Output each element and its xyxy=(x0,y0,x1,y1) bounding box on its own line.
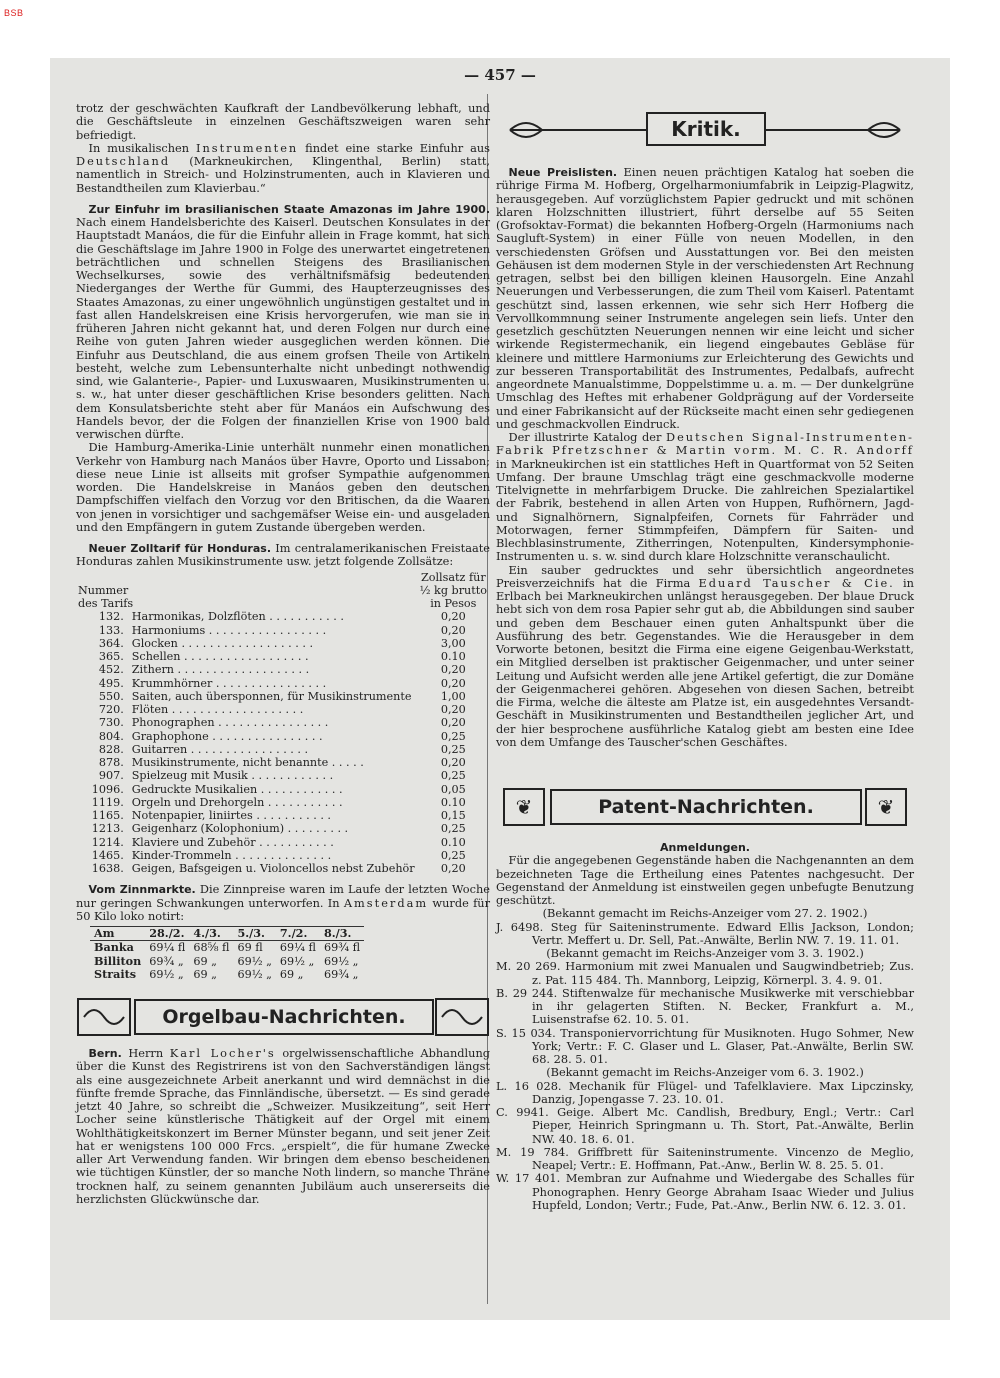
tariff-rate: 0.10 xyxy=(440,835,466,849)
tin-table-header: 7./2. xyxy=(276,927,320,941)
section-heading-kritik: Kritik. xyxy=(646,112,766,146)
tariff-row xyxy=(76,836,490,849)
tariff-number: 1165. xyxy=(91,809,124,822)
tariff-rate: 0,20 xyxy=(440,862,466,875)
tariff-header-pesos: in Pesos xyxy=(430,597,477,610)
tariff-description: Musikinstrumente, nicht benannte . . . . . xyxy=(131,756,364,769)
tariff-rate: 1,00 xyxy=(440,689,466,703)
tariff-row xyxy=(76,637,490,650)
paragraph-tauscher: Ein sauber gedrucktes und sehr übersichtlich angeordnetes Preisverzeichnifs hat die Firma Eduard Tauscher & Cie. in Erlbach bei Markneukirchen unlängst herausgegeben. Der blaue Druck hebt sich von dem rosa Papier sehr gut ab, die Abbildungen sind sauber und geben dem Beschauer einen guten Anhaltspunkt über die Ausführung des betr. Gegenstandes. Wie die Herausgeber in dem Vorworte betonen, besitzt die Firma eine eigene Geigenbau-Werkstatt, ein Mitglied derselben ist praktischer Geigenmacher, und unter seiner Leitung und Aufsicht werden alle jene Artikel gefertigt, die zur Domäne der Geigenmacherei gehören. Abgesehen von diesen Sachen, betreibt die Firma, welche die älteste am Platze ist, ein ausgedehntes Versandt-Geschäft in Musikinstrumenten und Bestandtheilen jeglicher Art, und der hier besprochene ausführliche Katalog giebt am besten eine Idee von dem Umfange des Tauscher'schen Geschäftes. xyxy=(496,562,914,749)
tin-grade: Banka xyxy=(94,940,134,955)
tariff-number: 878. xyxy=(98,756,124,769)
article-title: Neuer Zolltarif für Honduras. xyxy=(88,542,272,555)
tariff-row xyxy=(76,610,490,623)
tariff-description: Geigenharz (Kolophonium) . . . . . . . . . xyxy=(131,822,349,836)
tariff-number: 1214. xyxy=(91,835,124,849)
tariff-rate: 0.10 xyxy=(440,795,466,809)
library-watermark: BSB xyxy=(4,8,24,18)
tariff-description: Gedruckte Musikalien . . . . . . . . . . . . xyxy=(131,782,343,796)
tariff-description: Notenpapier, liniirtes . . . . . . . . . . . xyxy=(131,809,331,822)
article-bern: Bern. Herrn Karl Locher's orgelwissenschaftliche Abhandlung über die Kunst des Registrirens ist von den Sachverständigen längst als eine ausgezeichnete Arbeit anerkannt und wird demnächst in die fünfte fremde Sprache, das Finnländische, übersetzt. — Es sind gerade jetzt 40 Jahre, so schreibt die „Schweizer. Musikzeitung“, seit Herr Locher seine künstlerische Thätigkeit auf der Orgel mit einem Wohlthätigkeitskonzert im Berner Münster begann, und seit jener Zeit hat er wenigstens 100 000 Frcs. „erspielt“, die für humane Zwecke aller Art Verwendung fanden. Wir bringen dem ebenso bescheidenen wie tüchtigen Künstler, der so manche Noth lindern, so manche Thräne trocknen half, zu seinem genannten Jubiläum auch unsererseits die herzlichsten Glückwünsche dar. xyxy=(76,1046,491,1206)
tin-price: 69¾ fl xyxy=(324,941,361,955)
tin-table-header: 5./3. xyxy=(233,927,275,941)
tin-price-table xyxy=(90,926,364,981)
svg-text:❦: ❦ xyxy=(877,795,895,819)
patent-list xyxy=(496,907,914,1212)
tariff-description: Harmonikas, Dolzflöten . . . . . . . . . . . xyxy=(131,610,344,624)
tariff-description: Guitarren . . . . . . . . . . . . . . . . . xyxy=(131,742,309,756)
tin-price: 69½ „ xyxy=(324,954,359,968)
tariff-number: 1119. xyxy=(91,795,124,809)
tariff-rate: 0,25 xyxy=(440,769,466,783)
tariff-number: 495. xyxy=(98,676,124,690)
article-title: Neue Preislisten. xyxy=(508,166,618,179)
patent-group-heading: (Bekannt gemacht im Reichs-Anzeiger vom 3. 3. 1902.) xyxy=(546,946,864,960)
tin-price: 68⅝ fl xyxy=(193,941,230,955)
tin-grade: Straits xyxy=(94,966,137,981)
tin-price: 69 „ xyxy=(193,954,217,968)
newspaper-page xyxy=(50,58,950,1320)
tariff-number: 1638. xyxy=(91,862,124,875)
tariff-rate: 0,20 xyxy=(440,716,466,730)
tin-price: 69½ „ xyxy=(237,967,272,981)
tariff-number: 452. xyxy=(98,663,124,677)
tin-price: 69¾ „ xyxy=(324,967,359,981)
left-column xyxy=(76,102,490,1206)
tariff-rate: 0,20 xyxy=(440,676,466,690)
patent-entry: B. 29 244. Stiftenwalze für mechanische Musikwerke mit verschiebbar in ihr gelagerten Stiften. N. Becker, Frankfurt a. M., Luisenstrafse 62. 10. 5. 01. xyxy=(496,985,914,1027)
tariff-row xyxy=(76,716,490,729)
tariff-row xyxy=(76,769,490,782)
tariff-row xyxy=(76,849,490,862)
tariff-description: Orgeln und Drehorgeln . . . . . . . . . . . xyxy=(131,795,343,809)
tin-table-header: 28./2. xyxy=(145,927,189,941)
tariff-description: Flöten . . . . . . . . . . . . . . . . . . . xyxy=(131,703,304,716)
tariff-number: 1465. xyxy=(91,848,124,862)
tin-table-row xyxy=(90,941,364,955)
tariff-description: Saiten, auch übersponnen, für Musikinstrumente xyxy=(131,689,412,703)
tariff-description: Zithern . . . . . . . . . . . . . . . . . . . xyxy=(131,663,310,677)
tariff-rate: 0,05 xyxy=(440,782,466,796)
tariff-number: 364. xyxy=(98,636,124,650)
tariff-number: 720. xyxy=(98,703,124,716)
tariff-number: 1213. xyxy=(91,822,124,836)
tariff-row xyxy=(76,743,490,756)
tariff-row xyxy=(76,730,490,743)
svg-text:❦: ❦ xyxy=(515,795,533,819)
tin-price: 69 „ xyxy=(279,967,304,981)
patent-group-heading: (Bekannt gemacht im Reichs-Anzeiger vom 6. 3. 1902.) xyxy=(546,1065,864,1080)
tariff-description: Geigen, Bafsgeigen u. Violoncellos nebst Zubehör xyxy=(131,862,415,875)
tin-grade: Billiton xyxy=(94,953,142,968)
tariff-header-nummer: Nummer xyxy=(78,583,129,597)
tariff-rate: 0,20 xyxy=(440,756,466,769)
article-amazonas: Zur Einfuhr im brasilianischen Staate Amazonas im Jahre 1900. Nach einem Handelsberichte des Kaiserl. Deutschen Konsulates in der Hauptstadt Manáos, die für die Einfuhr allein in Frage kommt, hat sich die Geschäftslage im Jahre 1900 in Folge des unerwartet eingetretenen beträchtlichen und schnellen Steigens des Brasilianischen Wechselkurses, sowie des verhältnifsmäfsig bedeutenden Niederganges der Werthe für Gummi, des Haupterzeugnisses des Staates Amazonas, zu einer ungewöhnlich ungünstigen gestaltet und in fast allen Handelskreisen eine Krisis hervorgerufen, wie man sie in früheren Jahren nicht gekannt hat, und deren Folgen nur durch eine Reihe von guten Jahren wieder ausgeglichen werden können. Die Einfuhr aus Deutschland, die aus einem grofsen Theile von Artikeln besteht, welche zum Lebensunterhalte nicht unbedingt nothwendig sind, wie Galanterie-, Papier- und Luxuswaaren, Musikinstrumenten u. s. w., hat unter dieser geschäftlichen Krise besonders gelitten. Nach dem Konsulatsberichte steht aber für Manáos ein Aufschwung des Handels bevor, der die Folgen der finanziellen Krise von 1900 bald verwischen dürfte. xyxy=(76,202,490,441)
tariff-row xyxy=(76,809,490,822)
tariff-rate: 0.10 xyxy=(440,650,466,663)
tin-price: 69 „ xyxy=(193,967,217,981)
tariff-description: Graphophone . . . . . . . . . . . . . . . . xyxy=(131,729,323,743)
tariff-rate: 0,25 xyxy=(440,742,466,756)
tariff-row xyxy=(76,703,490,716)
tariff-number: 365. xyxy=(98,650,124,663)
tariff-header-des-tarifs: des Tarifs xyxy=(78,597,134,610)
patent-entry: C. 9941. Geige. Albert Mc. Candlish, Bredbury, Engl.; Vertr.: Carl Pieper, Heinrich Springmann u. Th. Stort, Pat.-Anwälte, Berlin NW. 40. 18. 6. 01. xyxy=(496,1105,914,1146)
tariff-row xyxy=(76,756,490,769)
article-title: Bern. xyxy=(88,1047,122,1060)
tariff-description: Krummhörner . . . . . . . . . . . . . . . . xyxy=(131,676,327,690)
tin-table-header: 4./3. xyxy=(189,927,233,941)
tariff-row xyxy=(76,822,490,835)
tariff-header-zollsatz2: ½ kg brutto xyxy=(419,583,487,597)
tariff-number: 133. xyxy=(98,623,124,637)
tariff-row xyxy=(76,677,490,690)
tin-price: 69½ „ xyxy=(237,954,272,968)
section-heading-orgelbau: Orgelbau-Nachrichten. xyxy=(134,999,434,1035)
article-zinnmarkt: Vom Zinnmarkte. Die Zinnpreise waren im Laufe der letzten Woche nur geringen Schwankungen unterworfen. In Amsterdam wurde für 50 Kilo loko notirt: xyxy=(76,882,490,923)
tariff-row xyxy=(76,862,490,875)
paragraph-hamburg-amerika: Die Hamburg-Amerika-Linie unterhält nunmehr einen monatlichen Verkehr von Hamburg nach Manáos über Havre, Oporto und Lissabon; diese neue Linie ist allseits mit grofser Sympathie aufgenommen worden. Die Handelskreise in Manáos geben den deutschen Dampfschiffen vielfach den Vorzug vor den Britischen, da die Waaren von jenen in vorsichtiger und sachgemäfser Weise ein- und ausgeladen und den Empfängern in gutem Zustande übergeben werden. xyxy=(76,440,490,534)
tin-price: 69¾ „ xyxy=(149,954,184,968)
patent-entry: S. 15 034. Transponiervorrichtung für Musiknoten. Hugo Sohmer, New York; Vertr.: F. C. Glaser und L. Glaser, Pat.-Anwälte, Berlin SW. 68. 28. 5. 01. xyxy=(496,1025,914,1066)
patent-group-heading: (Bekannt gemacht im Reichs-Anzeiger vom 27. 2. 1902.) xyxy=(542,906,868,921)
tariff-rate: 0,25 xyxy=(440,822,466,836)
tariff-description: Glocken . . . . . . . . . . . . . . . . . . . xyxy=(131,636,314,650)
tariff-rate: 0,25 xyxy=(440,729,466,743)
paragraph-signal-instrumente: Der illustrirte Katalog der Deutschen Signal-Instrumenten-Fabrik Pfretzschner & Martin vorm. M. C. R. Andorff in Markneukirchen ist ein stattliches Heft in Quartformat von 52 Seiten Umfang. Der braune Umschlag trägt eine geschmackvolle moderne Titelvignette in mehrfarbigem Drucke. Die zahlreichen Spezialartikel der Fabrik, bestehend in allen Arten von Huppen, Rufhörnern, Jagd- und Signalhörnern, Signalpfeifen, Cornets für Fahrräder und Motorwagen, ferner Stimmpfeifen, Dämpfern für Saiten- und Blechblasinstrumente, Zitherringen, Notenpulten, Kindersymphonie-Instrumenten u. s. w. sind durch klare Holzschnitte veranschaulicht. xyxy=(496,430,914,564)
tariff-description: Phonographen . . . . . . . . . . . . . . . . xyxy=(131,716,329,730)
tariff-rate: 0,15 xyxy=(440,809,466,822)
subheading-anmeldungen: Anmeldungen. xyxy=(660,841,750,854)
tariff-rate: 0,20 xyxy=(440,663,466,677)
tariff-row xyxy=(76,650,490,663)
tariff-row xyxy=(76,783,490,796)
tin-price: 69 fl xyxy=(237,941,263,955)
tariff-rate: 0,20 xyxy=(440,623,466,637)
tariff-header-zollsatz1: Zollsatz für xyxy=(420,570,486,584)
tariff-header-nummer xyxy=(76,571,130,584)
paragraph-kaufkraft: trotz der geschwächten Kaufkraft der Landbevölkerung lebhaft, und die Geschäftsleute in einzelnen Geschäftszweigen waren sehr befriedigt. xyxy=(76,101,490,142)
patent-entry: W. 17 401. Membran zur Aufnahme und Wiedergabe des Schalles für Phonographen. Henry George Abraham Isaac Wieder und Julius Hupfeld, London; Vertr.; Fude, Pat.-Anw., Berlin NW. 6. 12. 3. 01. xyxy=(496,1171,914,1212)
tariff-description: Spielzeug mit Musik . . . . . . . . . . . . xyxy=(131,769,334,783)
tariff-number: 730. xyxy=(98,716,124,730)
tariff-row xyxy=(76,690,490,703)
tariff-rate: 3,00 xyxy=(440,636,466,650)
tariff-number: 828. xyxy=(98,742,124,756)
tariff-description: Harmoniums . . . . . . . . . . . . . . . . . xyxy=(131,623,327,637)
tariff-description: Schellen . . . . . . . . . . . . . . . . . . xyxy=(131,650,309,663)
tariff-row xyxy=(76,624,490,637)
patent-entry: M. 20 269. Harmonium mit zwei Manualen und Saugwindbetrieb; Zus. z. Pat. 115 484. Th. Mannborg, Leipzig, Körnerpl. 3. 4. 9. 01. xyxy=(496,959,914,987)
tariff-rate: 0,20 xyxy=(440,703,466,716)
tin-table-row xyxy=(90,955,364,968)
patent-entry: M. 19 784. Griffbrett für Saiteninstrumente. Vincenzo de Meglio, Neapel; Vertr.: E. Hoffmann, Pat.-Anw., Berlin W. 8. 25. 5. 01. xyxy=(496,1144,914,1172)
tariff-number: 1096. xyxy=(91,782,124,796)
tariff-number: 132. xyxy=(98,610,124,624)
tariff-rate: 0,20 xyxy=(440,610,466,624)
right-column xyxy=(496,102,914,1212)
section-heading-patent: Patent-Nachrichten. xyxy=(550,789,862,825)
tariff-description: Kinder-Trommeln . . . . . . . . . . . . . . xyxy=(131,848,332,862)
kritik-banner xyxy=(496,110,914,150)
article-preislisten: Neue Preislisten. Einen neuen prächtigen Katalog hat soeben die rührige Firma M. Hofberg, Orgelharmoniumfabrik in Leipzig-Plagwitz, herausgegeben. Auf vorzüglichstem Papier gedruckt und mit schönen klaren Holzschnitten illustriert, führt derselbe auf 55 Seiten (Grofsoktav-Format) die bekannten Hofberg-Orgeln (Harmoniums nach Saugluft-System) in einer Fülle von neuen Modellen, in den verschiedensten Gröfsen und Ausstattungen vor. Bei den meisten Gehäusen ist dem modernen Style in der verschiedensten Art Rechnung getragen, selbst bei den billigen kleinen Hausorgeln. Eine Anzahl Neuerungen und Verbesserungen, die zum Theil vom Kaiserl. Patentamt geschützt sind, lassen erkennen, wie sehr sich Herr Hofberg die Vervollkommnung seiner Instrumente angelegen sein liefs. Unter den gesetzlich geschützten Neuerungen nennen wir eine leicht und sicher wirkende Registermechanik, ein liegend eingebautes Gebläse für kleinere und mittlere Harmoniums zur Erleichterung des Gewichts und zur besseren Transportabilität des Instrumentes, Pedalbafs, aufrecht angeordnete Manualstimme, Doppelstimme u. a. m. — Der dunkelgrüne Umschlag des Heftes mit erhabener Goldprägung auf der Vorderseite und einer Fabrikansicht auf der Rückseite macht einen sehr gediegenen und geschmackvollen Eindruck. xyxy=(496,165,914,431)
article-title: Vom Zinnmarkte. xyxy=(88,883,196,897)
article-title: Zur Einfuhr im brasilianischen Staate Amazonas im Jahre 1900. xyxy=(88,202,490,216)
tariff-row xyxy=(76,796,490,809)
tariff-number: 907. xyxy=(98,769,124,783)
tariff-number: 804. xyxy=(98,729,124,743)
tin-price: 69¼ fl xyxy=(279,941,316,955)
patent-entry: J. 6498. Steg für Saiteninstrumente. Edward Ellis Jackson, London; Vertr. Meffert u. Dr. Sell, Pat.-Anwälte, Berlin NW. 7. 19. 11. 01. xyxy=(496,919,914,947)
tin-price: 69¼ fl xyxy=(149,941,186,955)
orgelbau-banner xyxy=(76,997,490,1037)
tariff-rate: 0,25 xyxy=(440,848,466,862)
tin-table-row xyxy=(90,968,364,981)
tin-price: 69½ „ xyxy=(149,967,184,981)
tin-table-header: 8./3. xyxy=(320,927,364,941)
article-honduras: Neuer Zolltarif für Honduras. Im centralamerikanischen Freistaate Honduras zahlen Musikinstrumente usw. jetzt folgende Zollsätze: xyxy=(76,541,490,569)
tariff-number: 550. xyxy=(98,689,124,703)
paragraph-instrumente: In musikalischen Instrumenten findet eine starke Einfuhr aus Deutschland (Markneukirchen, Klingenthal, Berlin) statt, namentlich in Streich- und Holzinstrumenten, auch in Klavieren und Bestandtheilen zum Klavierbau.“ xyxy=(76,140,490,195)
patent-entry: L. 16 028. Mechanik für Flügel- und Tafelklaviere. Max Lipczinsky, Danzig, Jopengasse 7. 23. 10. 01. xyxy=(496,1078,914,1106)
page-number: — 457 — xyxy=(464,66,536,84)
tariff-description: Klaviere und Zubehör . . . . . . . . . . . xyxy=(131,835,334,849)
paragraph-anmeldungen-intro: Für die angegebenen Gegenstände haben die Nachgenannten an dem bezeichneten Tage die Ertheilung eines Patentes nachgesucht. Der Gegenstand der Anmeldung ist einstweilen gegen unbefugte Benutzung geschützt. xyxy=(496,853,914,907)
patent-banner xyxy=(496,787,914,827)
tariff-table xyxy=(76,571,490,876)
tariff-row xyxy=(76,663,490,676)
tin-table-header: Am xyxy=(90,927,145,941)
tin-price: 69½ „ xyxy=(279,954,315,968)
